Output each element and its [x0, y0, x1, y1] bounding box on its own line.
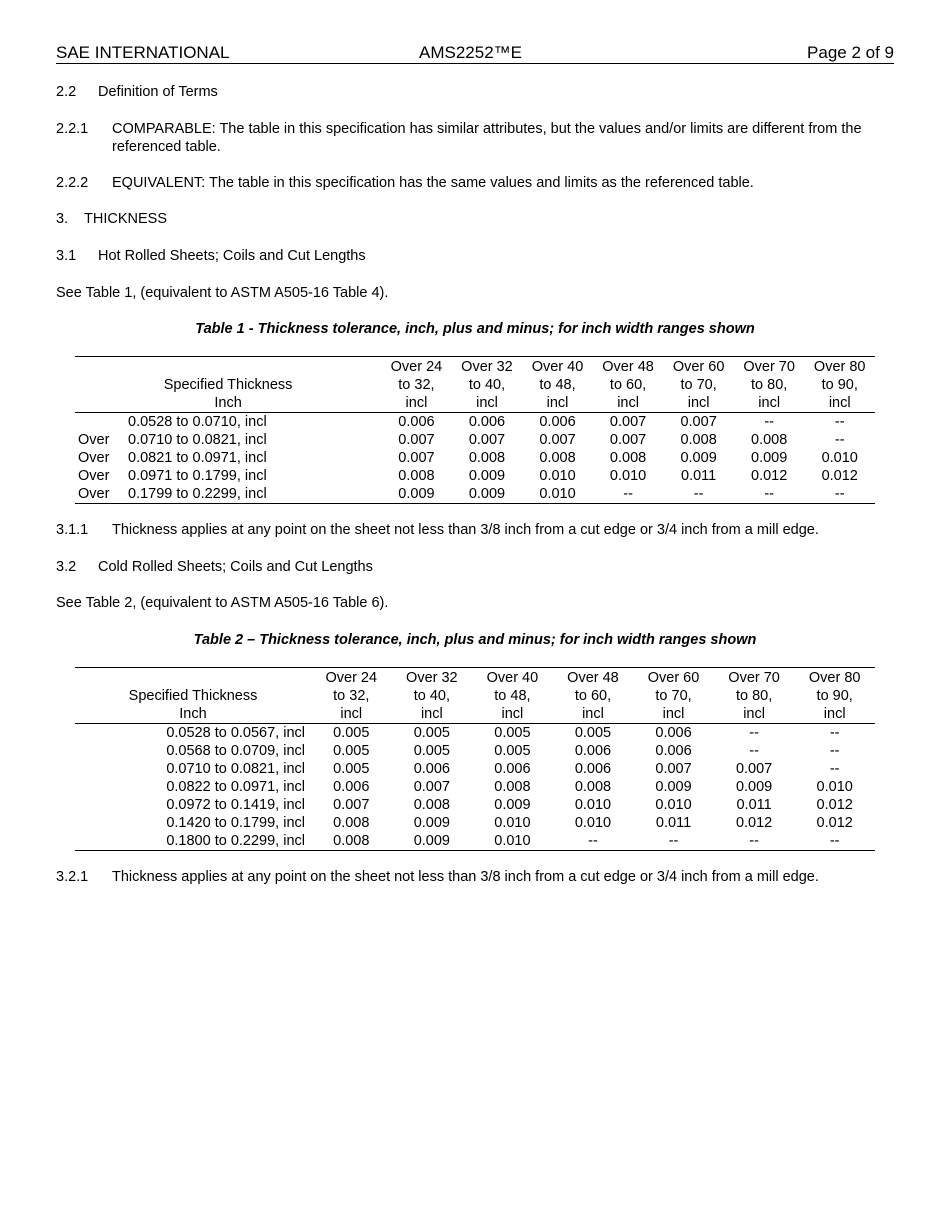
table-row	[75, 724, 875, 743]
column-header: Over 32 to 40, incl	[452, 357, 523, 413]
tolerance-cell: 0.007	[539, 432, 576, 448]
tolerance-cell: 0.006	[655, 743, 692, 759]
over-prefix: Over	[75, 485, 120, 504]
column-header: Over 32 to 40, incl	[392, 668, 473, 724]
tolerance-cell: 0.010	[472, 832, 553, 851]
section-heading: Definition of Terms	[98, 84, 218, 100]
tolerance-cell: --	[764, 414, 774, 430]
thickness-range: 0.0568 to 0.0709, incl	[166, 743, 305, 759]
over-prefix: Over	[78, 450, 110, 466]
table-row	[75, 467, 875, 485]
thickness-range: 0.0528 to 0.0567, incl	[166, 725, 305, 741]
tolerance-cell: 0.012	[751, 468, 788, 484]
tolerance-cell: 0.007	[398, 450, 435, 466]
tolerance-cell: 0.006	[494, 761, 531, 777]
tolerance-cell: 0.007	[333, 797, 370, 813]
tolerance-cell: 0.012	[816, 797, 853, 813]
section-3-1	[56, 247, 894, 265]
header-page-number: Page 2 of 9	[807, 43, 894, 62]
page-header	[56, 43, 894, 64]
thickness-range: 0.0972 to 0.1419, incl	[166, 797, 305, 813]
tolerance-cell: --	[834, 414, 845, 430]
column-header: Over 70 to 80, incl	[734, 357, 805, 413]
tolerance-cell: 0.009	[452, 485, 523, 504]
tolerance-cell: 0.009	[392, 832, 473, 851]
table-2-reference: See Table 2, (equivalent to ASTM A505-16 Table 6).	[56, 595, 389, 611]
tolerance-cell: --	[829, 761, 840, 777]
section-3	[56, 210, 894, 228]
section-2-2-2	[56, 174, 894, 192]
table-row	[75, 814, 875, 832]
tolerance-cell: 0.007	[398, 432, 435, 448]
column-header: Over 80 to 90, incl	[794, 668, 875, 724]
table-1-reference: See Table 1, (equivalent to ASTM A505-16 Table 4).	[56, 285, 389, 301]
section-text: COMPARABLE: The table in this specification has similar attributes, but the values and/or limits are different from the referenced table.	[112, 121, 862, 155]
table-2-caption: Table 2 – Thickness tolerance, inch, plus and minus; for inch width ranges shown	[193, 632, 757, 648]
tolerance-cell: 0.010	[821, 450, 858, 466]
thickness-range: 0.1420 to 0.1799, incl	[166, 815, 305, 831]
column-header: Over 24 to 32, incl	[381, 357, 452, 413]
table-row	[75, 413, 875, 432]
section-text: Thickness applies at any point on the sheet not less than 3/8 inch from a cut edge or 3/4 inch from a mill edge.	[112, 869, 819, 885]
table-1	[75, 356, 875, 504]
tolerance-cell: 0.007	[468, 432, 506, 448]
tolerance-cell: --	[829, 743, 840, 759]
table-row	[75, 796, 875, 814]
thickness-range: 0.1799 to 0.2299, incl	[120, 485, 381, 504]
thickness-range: 0.0528 to 0.0710, incl	[128, 414, 267, 430]
header-org: SAE INTERNATIONAL	[56, 43, 230, 62]
tolerance-cell: 0.006	[539, 414, 576, 430]
tolerance-cell: 0.009	[655, 779, 692, 795]
tolerance-cell: 0.005	[494, 725, 531, 741]
tolerance-cell: --	[749, 725, 759, 741]
tolerance-cell: 0.009	[735, 779, 773, 795]
tolerance-cell: 0.010	[522, 485, 593, 504]
tolerance-cell: --	[593, 485, 664, 504]
section-number: 2.2	[56, 84, 77, 100]
section-number: 3.2.1	[56, 869, 89, 885]
tolerance-cell: 0.008	[468, 450, 506, 466]
section-number: 3.2	[56, 559, 77, 575]
tolerance-cell: 0.007	[609, 414, 647, 430]
tolerance-cell: 0.006	[413, 761, 450, 777]
table-row	[75, 449, 875, 467]
section-number: 3.1.1	[56, 522, 89, 538]
tolerance-cell: 0.009	[751, 450, 788, 466]
tolerance-cell: --	[734, 485, 805, 504]
thickness-range: 0.0710 to 0.0821, incl	[128, 432, 267, 448]
tolerance-cell: 0.006	[398, 414, 435, 430]
tolerance-cell: 0.005	[333, 743, 370, 759]
tolerance-cell: 0.010	[816, 779, 853, 795]
tolerance-cell: 0.009	[381, 485, 452, 504]
tolerance-cell: --	[553, 832, 634, 851]
tolerance-cell: 0.006	[333, 779, 370, 795]
table-row	[75, 760, 875, 778]
tolerance-cell: 0.008	[680, 432, 717, 448]
tolerance-cell: 0.010	[655, 797, 692, 813]
tolerance-cell: 0.011	[736, 797, 772, 813]
table-1-caption: Table 1 - Thickness tolerance, inch, plus and minus; for inch width ranges shown	[195, 321, 755, 337]
tolerance-cell: 0.009	[494, 797, 531, 813]
tolerance-cell: 0.010	[574, 815, 612, 831]
table-row	[75, 431, 875, 449]
thickness-range: 0.1800 to 0.2299, incl	[75, 832, 311, 851]
column-header: Over 60 to 70, incl	[663, 357, 734, 413]
thickness-range: 0.0710 to 0.0821, incl	[166, 761, 305, 777]
tolerance-cell: 0.008	[574, 779, 612, 795]
tolerance-cell: 0.010	[609, 468, 647, 484]
tolerance-cell: 0.009	[468, 468, 506, 484]
tolerance-cell: 0.005	[494, 743, 531, 759]
section-2-2-1	[56, 120, 894, 156]
tolerance-cell: 0.012	[816, 815, 853, 831]
tolerance-cell: 0.008	[539, 450, 576, 466]
tolerance-cell: 0.005	[413, 725, 450, 741]
section-heading: THICKNESS	[84, 211, 167, 227]
tolerance-cell: 0.012	[735, 815, 773, 831]
section-text: Thickness applies at any point on the sheet not less than 3/8 inch from a cut edge or 3/4 inch from a mill edge.	[112, 522, 819, 538]
tolerance-cell: 0.005	[333, 725, 370, 741]
column-header: Over 40 to 48, incl	[472, 668, 553, 724]
tolerance-cell: 0.007	[735, 761, 773, 777]
tolerance-cell: 0.010	[574, 797, 612, 813]
column-header: Over 70 to 80, incl	[714, 668, 795, 724]
section-text: EQUIVALENT: The table in this specification has the same values and limits as the referenced table.	[112, 175, 754, 191]
tolerance-cell: 0.005	[413, 743, 450, 759]
column-header: Over 80 to 90, incl	[804, 357, 875, 413]
section-number: 2.2.2	[56, 175, 89, 191]
section-heading: Cold Rolled Sheets; Coils and Cut Lengths	[98, 559, 373, 575]
thickness-range: 0.0971 to 0.1799, incl	[128, 468, 267, 484]
over-prefix: Over	[78, 468, 110, 484]
spec-thickness-header: Specified Thickness Inch	[75, 357, 381, 413]
column-header: Over 40 to 48, incl	[522, 357, 593, 413]
tolerance-cell: 0.006	[574, 761, 612, 777]
table-row	[75, 778, 875, 796]
tolerance-cell: 0.009	[680, 450, 717, 466]
table-row	[75, 832, 875, 851]
spec-thickness-header: Specified Thickness Inch	[75, 668, 311, 724]
tolerance-cell: 0.008	[494, 779, 531, 795]
tolerance-cell: 0.006	[468, 414, 506, 430]
section-number: 2.2.1	[56, 121, 89, 137]
header-doc-number: AMS2252™E	[419, 43, 522, 62]
thickness-range: 0.0821 to 0.0971, incl	[128, 450, 267, 466]
tolerance-cell: 0.011	[655, 815, 692, 831]
tolerance-cell: 0.007	[609, 432, 647, 448]
tolerance-cell: 0.007	[413, 779, 450, 795]
tolerance-cell: 0.008	[311, 832, 392, 851]
tolerance-cell: 0.005	[333, 761, 370, 777]
section-3-1-1	[56, 521, 894, 539]
tolerance-cell: 0.012	[821, 468, 858, 484]
tolerance-cell: 0.008	[333, 815, 370, 831]
tolerance-cell: --	[829, 725, 840, 741]
tolerance-cell: 0.005	[574, 725, 612, 741]
column-header: Over 24 to 32, incl	[311, 668, 392, 724]
section-heading: Hot Rolled Sheets; Coils and Cut Lengths	[98, 248, 366, 264]
section-2-2	[56, 83, 894, 101]
tolerance-cell: 0.006	[574, 743, 612, 759]
tolerance-cell: 0.007	[680, 414, 717, 430]
section-number: 3.1	[56, 248, 77, 264]
tolerance-cell: 0.008	[413, 797, 450, 813]
tolerance-cell: --	[633, 832, 714, 851]
tolerance-cell: 0.011	[681, 468, 717, 484]
over-prefix	[75, 413, 120, 432]
over-prefix: Over	[78, 432, 110, 448]
tolerance-cell: 0.009	[413, 815, 450, 831]
column-header: Over 60 to 70, incl	[633, 668, 714, 724]
table-2	[75, 667, 875, 851]
tolerance-cell: --	[749, 743, 759, 759]
table-row	[75, 742, 875, 760]
table-row	[75, 485, 875, 504]
thickness-range: 0.0822 to 0.0971, incl	[166, 779, 305, 795]
tolerance-cell: 0.008	[609, 450, 647, 466]
tolerance-cell: 0.010	[539, 468, 576, 484]
tolerance-cell: 0.008	[751, 432, 788, 448]
section-number: 3.	[56, 211, 69, 227]
column-header: Over 48 to 60, incl	[553, 668, 634, 724]
column-header: Over 48 to 60, incl	[593, 357, 664, 413]
tolerance-cell: --	[804, 485, 875, 504]
tolerance-cell: --	[834, 432, 845, 448]
section-3-2-1	[56, 868, 894, 886]
tolerance-cell: --	[714, 832, 795, 851]
section-3-2	[56, 558, 894, 576]
tolerance-cell: 0.008	[398, 468, 435, 484]
tolerance-cell: --	[663, 485, 734, 504]
tolerance-cell: --	[794, 832, 875, 851]
tolerance-cell: 0.007	[655, 761, 692, 777]
tolerance-cell: 0.010	[494, 815, 531, 831]
tolerance-cell: 0.006	[655, 725, 692, 741]
